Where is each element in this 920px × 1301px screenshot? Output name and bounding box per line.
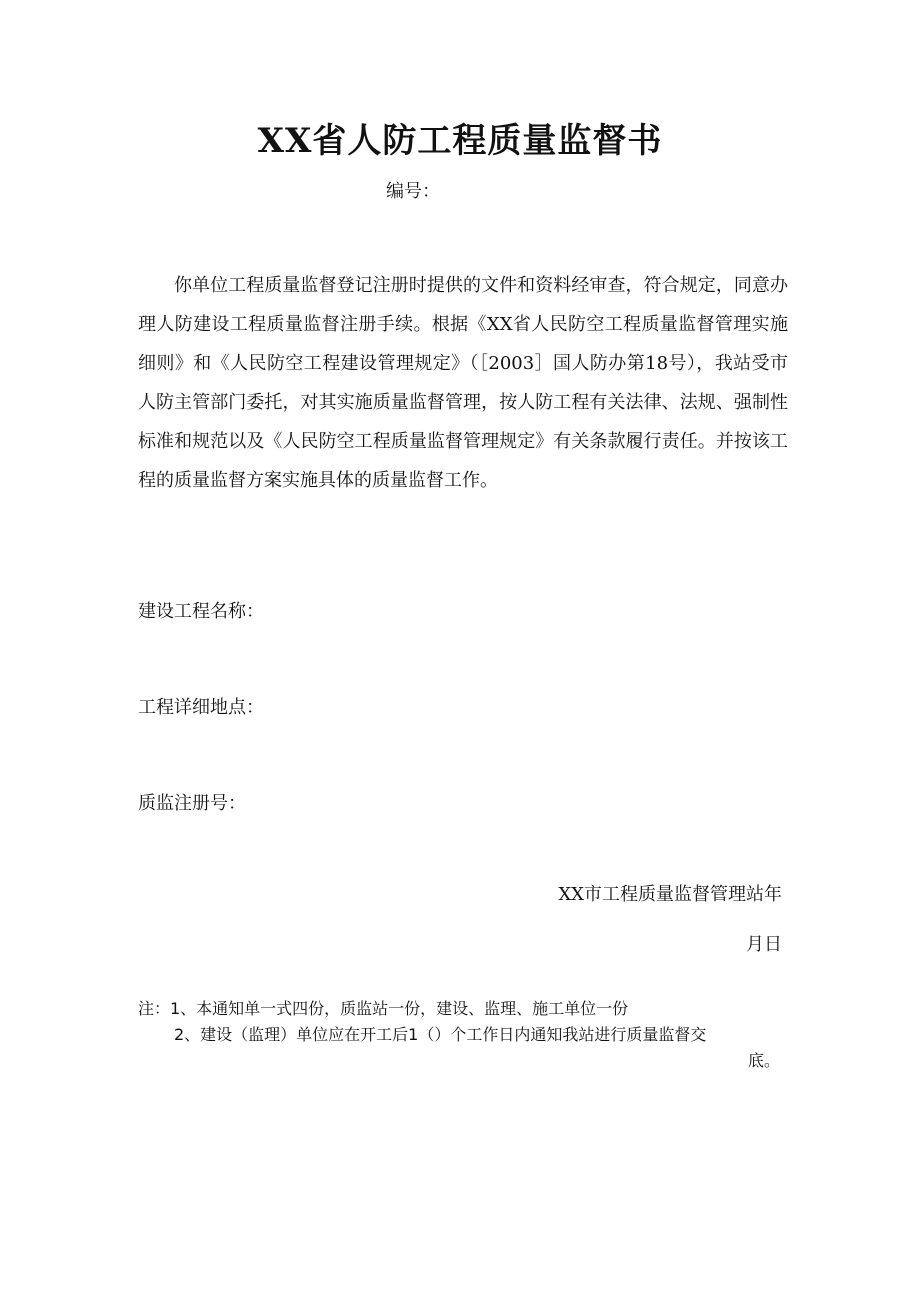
document-title: XX省人防工程质量监督书 [257, 121, 663, 161]
serial-number-label: 编号： [386, 181, 440, 202]
note-1: 注：1、本通知单一式四份，质监站一份，建设、监理、施工单位一份 [138, 999, 629, 1018]
issue-date: 月日 [746, 934, 782, 955]
main-body-paragraph: 你单位工程质量监督登记注册时提供的文件和资料经审查，符合规定，同意办理人防建设工程质量监督注册手续。根据《XX省人民防空工程质量监督管理实施细则》和《人民防空工程建设管理规定》（［2003］国人防办第18号），我站受市人防主管部门委托，对其实施质量监督管理，按人防工程有关法律、法规、强制性标准和规范以及《人民防空工程质量监督管理规定》有关条款履行责任。并按该工程的质量监督方案实施具体的质量监督工作。 [138, 275, 788, 491]
note-2-tail: 底。 [747, 1051, 780, 1070]
note-2: 2、建设（监理）单位应在开工后1（）个工作日内通知我站进行质量监督交 [174, 1025, 707, 1044]
issuing-organization: XX市工程质量监督管理站年 [558, 884, 782, 905]
notes-section [138, 996, 788, 1074]
project-name-label: 建设工程名称： [138, 601, 264, 622]
project-address-label: 工程详细地点： [138, 697, 264, 718]
registration-number-label: 质监注册号： [138, 793, 246, 814]
